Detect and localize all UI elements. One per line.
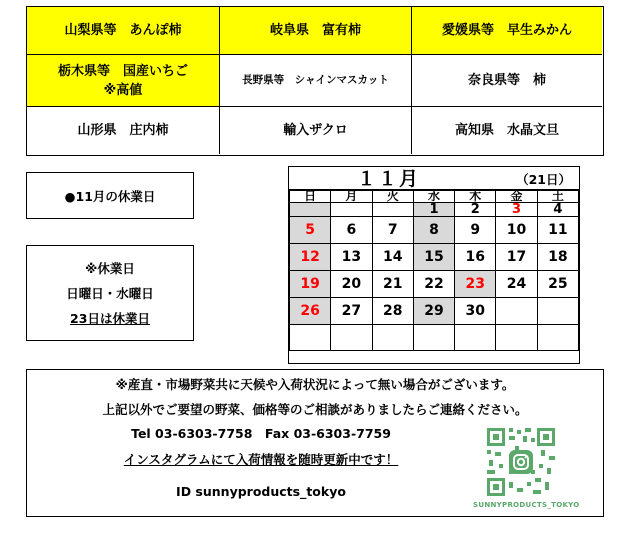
calendar-day-closed: 8 (413, 217, 454, 244)
calendar-day-holiday: 3 (496, 203, 537, 217)
product-cell: 奈良県等 柿 (412, 55, 602, 107)
availability-note: ※産直・市場野菜共に天候や入荷状況によって無い場合がございます。 (115, 377, 515, 392)
product-cell: 山形県 庄内柿 (27, 107, 220, 154)
calendar (288, 166, 580, 364)
business-day-count: （21日） (516, 172, 571, 187)
contact-request: 上記以外でご要望の野菜、価格等のご相談がありましたらご連絡ください。 (102, 402, 528, 417)
calendar-day: 17 (496, 244, 537, 271)
product-name: 栃木県等 国産いちご (57, 63, 188, 79)
calendar-day: 20 (331, 271, 372, 298)
weekday-mon: 月 (331, 190, 372, 203)
qr-label: SUNNYPRODUCTS_TOKYO (473, 501, 580, 509)
calendar-day: 1 (413, 203, 454, 217)
calendar-day (331, 203, 372, 217)
holiday-title: ●11月の休業日 (64, 188, 156, 204)
calendar-day (496, 298, 537, 325)
calendar-day: 27 (331, 298, 372, 325)
calendar-day: 24 (496, 271, 537, 298)
weekday-tue: 火 (372, 190, 413, 203)
calendar-empty-cell (372, 325, 413, 351)
holiday-extra: 23日は休業日 (70, 310, 150, 326)
calendar-day: 6 (331, 217, 372, 244)
product-cell (27, 55, 220, 107)
calendar-day: 11 (537, 217, 578, 244)
calendar-day-closed: 12 (290, 244, 331, 271)
calendar-day (372, 203, 413, 217)
holiday-info-box (26, 245, 194, 341)
calendar-day-closed: 26 (290, 298, 331, 325)
calendar-day: 7 (372, 217, 413, 244)
weekday-fri: 金 (496, 190, 537, 203)
calendar-day: 2 (455, 203, 496, 217)
calendar-day: 25 (537, 271, 578, 298)
contact-box (26, 369, 604, 517)
calendar-day: 22 (413, 271, 454, 298)
calendar-month: １１月 (357, 168, 421, 190)
calendar-empty-cell (413, 325, 454, 351)
holiday-heading: ※休業日 (85, 260, 135, 276)
calendar-day-closed: 29 (413, 298, 454, 325)
product-cell: 山梨県等 あんぽ柿 (27, 7, 220, 55)
calendar-day-closed: 15 (413, 244, 454, 271)
calendar-day (290, 203, 331, 217)
weekday-thu: 木 (455, 190, 496, 203)
instagram-note: インスタグラムにて入荷情報を随時更新中です！ (123, 452, 399, 467)
product-cell: 輸入ザクロ (220, 107, 412, 154)
product-cell: 高知県 水晶文旦 (454, 123, 559, 138)
calendar-day: 4 (537, 203, 578, 217)
calendar-day: 18 (537, 244, 578, 271)
product-cell: 長野県等 シャインマスカット (220, 55, 412, 107)
holiday-title-box (26, 172, 194, 219)
calendar-day: 21 (372, 271, 413, 298)
calendar-empty-cell (455, 325, 496, 351)
weekday-sun: 日 (290, 190, 331, 203)
calendar-day: 16 (455, 244, 496, 271)
instagram-id: ID sunnyproducts_tokyo (176, 484, 346, 499)
calendar-day-closed: 23 (455, 271, 496, 298)
calendar-header (289, 167, 579, 189)
calendar-day: 28 (372, 298, 413, 325)
calendar-day: 14 (372, 244, 413, 271)
calendar-day: 9 (455, 217, 496, 244)
weekday-sat: 土 (537, 190, 578, 203)
high-price-note: ※高値 (103, 82, 143, 98)
calendar-day: 13 (331, 244, 372, 271)
calendar-empty-cell (537, 325, 578, 351)
calendar-empty-cell (331, 325, 372, 351)
calendar-empty-cell (496, 325, 537, 351)
calendar-day-closed: 19 (290, 271, 331, 298)
weekday-wed: 水 (413, 190, 454, 203)
holiday-days: 日曜日・水曜日 (66, 285, 154, 301)
calendar-day-closed: 5 (290, 217, 331, 244)
product-grid (26, 6, 604, 156)
calendar-day (537, 298, 578, 325)
product-cell: 岐阜県 富有柿 (220, 7, 412, 55)
qr-code-icon (485, 426, 557, 498)
calendar-day: 30 (455, 298, 496, 325)
product-cell: 愛媛県等 早生みかん (412, 7, 602, 55)
phone-fax: Tel 03-6303-7758 Fax 03-6303-7759 (131, 426, 391, 441)
calendar-grid (289, 189, 579, 351)
calendar-day: 10 (496, 217, 537, 244)
calendar-empty-cell (290, 325, 331, 351)
